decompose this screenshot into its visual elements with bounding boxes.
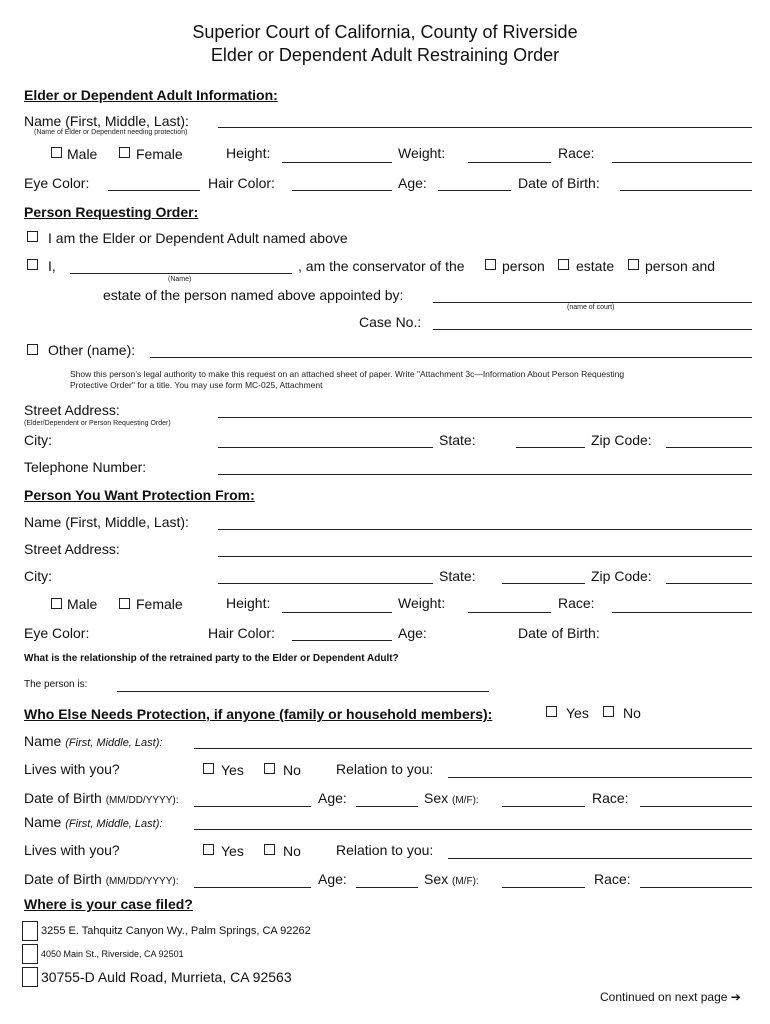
other1-name-field[interactable] xyxy=(194,748,752,749)
other1-age-field[interactable] xyxy=(356,806,418,807)
requester-phone-label: Telephone Number: xyxy=(24,459,147,475)
filed-riverside-checkbox[interactable] xyxy=(22,944,38,964)
requester-estate-checkbox[interactable] xyxy=(558,259,569,270)
other1-relation-label: Relation to you: xyxy=(336,761,434,777)
restrained-state-field[interactable] xyxy=(502,583,585,584)
requester-street-note: (Elder/Dependent or Person Requesting Order) xyxy=(24,420,171,427)
other2-name-hint: (First, Middle, Last): xyxy=(65,818,163,830)
other2-sex-field[interactable] xyxy=(502,887,585,888)
other1-lives-yes-label: Yes xyxy=(221,762,244,778)
form-title-line1: Superior Court of California, County of Riverside xyxy=(192,22,578,42)
elder-eye-color-field[interactable] xyxy=(108,190,200,191)
requester-street-field[interactable] xyxy=(218,417,752,418)
other1-dob-text: Date of Birth xyxy=(24,790,102,806)
elder-male-label: Male xyxy=(67,146,98,162)
elder-section-heading: Elder or Dependent Adult Information: xyxy=(24,87,278,103)
requester-case-no-label: Case No.: xyxy=(359,314,422,330)
restrained-male-label: Male xyxy=(67,596,98,612)
others-yes-label: Yes xyxy=(566,705,589,721)
other2-lives-yes-checkbox[interactable] xyxy=(203,844,214,855)
elder-name-note: (Name of Elder or Dependent needing protection) xyxy=(34,129,188,136)
other1-dob-field[interactable] xyxy=(194,806,311,807)
requester-person-label: person xyxy=(502,258,545,274)
other2-name-field[interactable] xyxy=(194,829,752,830)
requester-estate-text: estate of the person named above appointed by: xyxy=(103,287,404,303)
requester-self-label: I am the Elder or Dependent Adult named above xyxy=(48,230,348,246)
other1-age-label: Age: xyxy=(318,790,347,806)
other1-relation-field[interactable] xyxy=(448,777,752,778)
restrained-race-field[interactable] xyxy=(612,612,752,613)
restrained-dob-label: Date of Birth: xyxy=(518,625,600,641)
other1-sex-field[interactable] xyxy=(502,806,585,807)
other2-dob-field[interactable] xyxy=(194,887,311,888)
other2-dob-text: Date of Birth xyxy=(24,871,102,887)
requester-authority-note-line2: Protective Order" for a title. You may use form MC-025, Attachment xyxy=(70,380,323,390)
other1-sex-label xyxy=(424,791,479,806)
requester-zip-label: Zip Code: xyxy=(591,432,652,448)
requester-person-checkbox[interactable] xyxy=(485,259,496,270)
elder-name-label: Name (First, Middle, Last): xyxy=(24,113,189,129)
other2-lives-no-checkbox[interactable] xyxy=(264,844,275,855)
other1-lives-yes-checkbox[interactable] xyxy=(203,763,214,774)
requester-conservator-name-field[interactable] xyxy=(70,273,292,274)
elder-weight-label: Weight: xyxy=(398,145,446,161)
continued-note xyxy=(600,991,741,1003)
requester-other-label: Other (name): xyxy=(48,342,136,358)
restrained-state-label: State: xyxy=(439,568,476,584)
restrained-eye-color-label: Eye Color: xyxy=(24,625,90,641)
requester-conservator-checkbox[interactable] xyxy=(27,259,38,270)
other2-lives-no-label: No xyxy=(283,843,301,859)
requester-person-and-label: person and xyxy=(645,258,716,274)
other2-age-field[interactable] xyxy=(356,887,418,888)
restrained-hair-color-field[interactable] xyxy=(292,640,392,641)
elder-name-field[interactable] xyxy=(218,127,752,128)
requester-estate-label: estate xyxy=(576,258,615,274)
requester-state-field[interactable] xyxy=(516,447,585,448)
elder-race-label: Race: xyxy=(558,145,595,161)
restrained-height-field[interactable] xyxy=(282,612,392,613)
filed-palm-springs-checkbox[interactable] xyxy=(22,921,38,941)
requester-court-field[interactable] xyxy=(433,302,752,303)
other2-sex-text: Sex xyxy=(424,871,449,887)
restrained-zip-label: Zip Code: xyxy=(591,568,652,584)
other1-lives-no-checkbox[interactable] xyxy=(264,763,275,774)
elder-eye-color-label: Eye Color: xyxy=(24,175,90,191)
requester-self-checkbox[interactable] xyxy=(27,231,38,242)
other1-dob-hint: (MM/DD/YYYY): xyxy=(105,795,179,806)
form-title-line2: Elder or Dependent Adult Restraining Order xyxy=(210,45,560,65)
other2-sex-label xyxy=(424,872,479,887)
other1-name-label xyxy=(24,734,162,749)
other2-lives-yes-label: Yes xyxy=(221,843,244,859)
other2-race-label: Race: xyxy=(594,871,631,887)
restrained-weight-field[interactable] xyxy=(468,612,551,613)
elder-height-field[interactable] xyxy=(282,162,392,163)
requester-zip-field[interactable] xyxy=(666,447,752,448)
restrained-name-label: Name (First, Middle, Last): xyxy=(24,514,189,530)
requester-name-note: (Name) xyxy=(168,276,192,283)
other2-lives-with-label: Lives with you? xyxy=(24,842,120,858)
restrained-street-field[interactable] xyxy=(218,556,752,557)
other2-race-field[interactable] xyxy=(640,887,752,888)
other2-relation-field[interactable] xyxy=(448,858,752,859)
filed-palm-springs-label: 3255 E. Tahquitz Canyon Wy., Palm Springs, CA 92262 xyxy=(41,925,311,937)
other2-name-text: Name xyxy=(24,814,62,830)
restrained-section-heading: Person You Want Protection From: xyxy=(24,487,255,503)
other1-lives-no-label: No xyxy=(283,762,301,778)
others-yes-checkbox[interactable] xyxy=(546,706,557,717)
elder-dob-label: Date of Birth: xyxy=(518,175,600,191)
requester-city-field[interactable] xyxy=(218,447,433,448)
requester-street-label: Street Address: xyxy=(24,402,120,418)
other1-race-label: Race: xyxy=(592,790,629,806)
others-section-heading: Who Else Needs Protection, if anyone (family or household members): xyxy=(24,706,493,722)
restrained-street-label: Street Address: xyxy=(24,541,120,557)
other2-relation-label: Relation to you: xyxy=(336,842,434,858)
requester-person-and-checkbox[interactable] xyxy=(628,259,639,270)
elder-male-checkbox[interactable] xyxy=(51,147,62,158)
other1-name-text: Name xyxy=(24,733,62,749)
restrained-height-label: Height: xyxy=(226,595,271,611)
requester-section-heading: Person Requesting Order: xyxy=(24,204,199,220)
requester-conservator-text: , am the conservator of the xyxy=(298,258,465,274)
elder-hair-color-field[interactable] xyxy=(292,190,392,191)
restrained-age-label: Age: xyxy=(398,625,427,641)
elder-female-checkbox[interactable] xyxy=(119,147,130,158)
elder-height-label: Height: xyxy=(226,145,271,161)
other2-dob-hint: (MM/DD/YYYY): xyxy=(105,876,179,887)
filed-riverside-label: 4050 Main St., Riverside, CA 92501 xyxy=(41,949,184,959)
requester-state-label: State: xyxy=(439,432,476,448)
filed-murrieta-checkbox[interactable] xyxy=(22,967,38,987)
elder-age-label: Age: xyxy=(398,175,427,191)
requester-other-field[interactable] xyxy=(150,357,752,358)
other1-dob-label xyxy=(24,791,179,806)
other1-lives-with-label: Lives with you? xyxy=(24,761,120,777)
others-no-checkbox[interactable] xyxy=(603,706,614,717)
elder-dob-field[interactable] xyxy=(620,190,752,191)
filed-section-heading: Where is your case filed? xyxy=(24,896,193,912)
requester-city-label: City: xyxy=(24,432,52,448)
restrained-hair-color-label: Hair Color: xyxy=(208,625,275,641)
other1-name-hint: (First, Middle, Last): xyxy=(65,737,163,749)
elder-race-field[interactable] xyxy=(612,162,752,163)
elder-weight-field[interactable] xyxy=(468,162,551,163)
requester-phone-field[interactable] xyxy=(218,474,752,475)
restrained-zip-field[interactable] xyxy=(666,583,752,584)
elder-age-field[interactable] xyxy=(438,190,511,191)
requester-case-no-field[interactable] xyxy=(433,329,752,330)
relationship-question: What is the relationship of the retrained party to the Elder or Dependent Adult? xyxy=(24,653,399,664)
requester-other-checkbox[interactable] xyxy=(27,344,38,355)
requester-i-label: I, xyxy=(48,258,56,274)
other1-sex-text: Sex xyxy=(424,790,449,806)
other2-name-label xyxy=(24,815,162,830)
filed-murrieta-label: 30755-D Auld Road, Murrieta, CA 92563 xyxy=(41,969,292,985)
arrow-right-icon: ➔ xyxy=(730,990,741,1004)
person-is-label: The person is: xyxy=(24,679,88,690)
elder-hair-color-label: Hair Color: xyxy=(208,175,275,191)
other1-sex-hint: (M/F): xyxy=(452,795,479,806)
restrained-city-field[interactable] xyxy=(218,583,433,584)
other2-age-label: Age: xyxy=(318,871,347,887)
elder-female-label: Female xyxy=(136,146,183,162)
person-is-field[interactable] xyxy=(117,691,489,692)
others-no-label: No xyxy=(623,705,641,721)
continued-text: Continued on next page xyxy=(600,990,728,1004)
restrained-weight-label: Weight: xyxy=(398,595,446,611)
restrained-name-field[interactable] xyxy=(218,529,752,530)
requester-authority-note-line1: Show this person’s legal authority to make this request on an attached sheet of paper. Write "Attachment 3c—Information About Person Requesting xyxy=(70,369,625,379)
restrained-male-checkbox[interactable] xyxy=(51,598,62,609)
other2-sex-hint: (M/F): xyxy=(452,876,479,887)
restrained-city-label: City: xyxy=(24,568,52,584)
restrained-female-label: Female xyxy=(136,596,183,612)
restrained-female-checkbox[interactable] xyxy=(119,598,130,609)
restrained-race-label: Race: xyxy=(558,595,595,611)
other1-race-field[interactable] xyxy=(640,806,752,807)
other2-dob-label xyxy=(24,872,179,887)
requester-court-note: (name of court) xyxy=(567,304,615,311)
